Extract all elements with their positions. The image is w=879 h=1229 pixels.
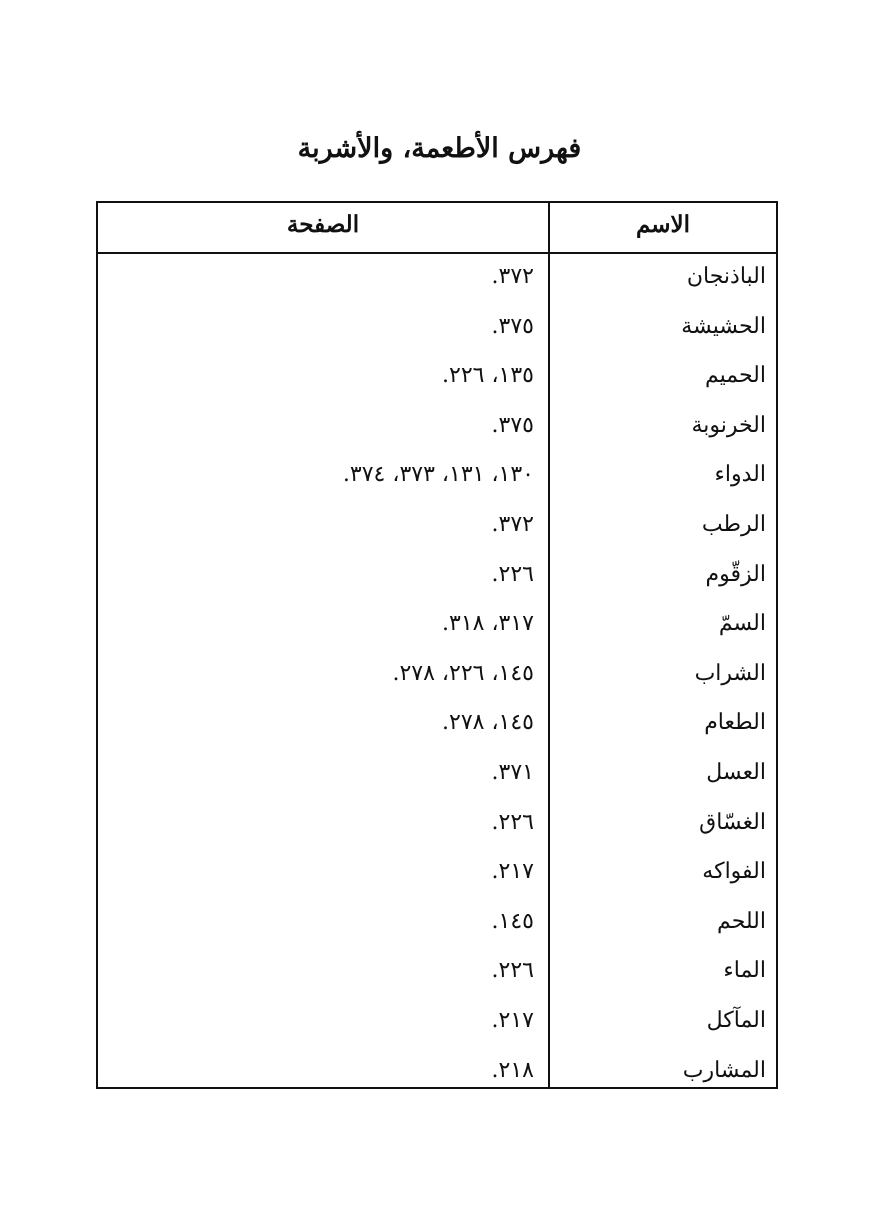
header-pages: الصفحة xyxy=(286,211,360,238)
food-name: الشراب xyxy=(694,660,766,686)
page-numbers: ٢٢٦. xyxy=(491,561,534,587)
table-row xyxy=(98,503,776,553)
page-numbers: ١٤٥. xyxy=(491,908,534,934)
page-numbers: ٣٧١. xyxy=(491,759,534,785)
table-header xyxy=(98,203,776,254)
header-name: الاسم xyxy=(635,211,691,238)
table-row xyxy=(98,949,776,999)
page-numbers: ٣١٧، ٣١٨. xyxy=(442,611,534,637)
table-row xyxy=(98,850,776,900)
food-name: الماء xyxy=(723,958,766,984)
page-numbers: ٢٢٦. xyxy=(491,809,534,835)
food-name: المآكل xyxy=(706,1007,766,1033)
food-name: الطعام xyxy=(704,710,766,736)
food-name: العسل xyxy=(706,759,766,785)
table-row xyxy=(98,999,776,1049)
page-numbers: ١٣٥، ٢٢٦. xyxy=(442,363,534,389)
page-title: فهرس الأطعمة، والأشربة xyxy=(297,133,582,164)
page-numbers: ١٤٥، ٢٧٨. xyxy=(442,710,534,736)
table-row xyxy=(98,602,776,652)
page-numbers: ٢١٧. xyxy=(491,859,534,885)
page-numbers: ١٤٥، ٢٢٦، ٢٧٨. xyxy=(392,660,534,686)
page-numbers: ٣٧٢. xyxy=(491,511,534,537)
index-table xyxy=(96,201,778,1089)
page-numbers: ٢١٧. xyxy=(491,1007,534,1033)
food-name: اللحم xyxy=(717,908,766,934)
food-name: الحميم xyxy=(704,363,766,389)
table-row xyxy=(98,305,776,355)
table-row xyxy=(98,900,776,950)
table-row xyxy=(98,1049,776,1099)
food-name: الدواء xyxy=(714,462,766,488)
table-row xyxy=(98,354,776,404)
page-numbers: ٣٧٥. xyxy=(491,313,534,339)
page-numbers: ٣٧٢. xyxy=(491,264,534,289)
table-body xyxy=(98,255,776,1098)
page-numbers: ٢١٨. xyxy=(491,1057,534,1083)
table-row xyxy=(98,701,776,751)
table-row xyxy=(98,404,776,454)
food-name: المشارب xyxy=(682,1057,766,1083)
page-numbers: ١٣٠، ١٣١، ٣٧٣، ٣٧٤. xyxy=(342,462,534,488)
food-name: الخرنوبة xyxy=(691,412,766,438)
food-name: السمّ xyxy=(718,611,766,637)
table-row xyxy=(98,801,776,851)
food-name: الفواكه xyxy=(702,859,766,885)
food-name: الحشيشة xyxy=(681,313,766,339)
table-row xyxy=(98,751,776,801)
table-row xyxy=(98,255,776,305)
food-name: الباذنجان xyxy=(686,264,766,289)
page-numbers: ٣٧٥. xyxy=(491,412,534,438)
table-row xyxy=(98,553,776,603)
table-row xyxy=(98,453,776,503)
food-name: الزقّوم xyxy=(705,561,766,587)
table-row xyxy=(98,652,776,702)
food-name: الغسّاق xyxy=(699,809,766,835)
food-name: الرطب xyxy=(701,511,766,537)
page-numbers: ٢٢٦. xyxy=(491,958,534,984)
